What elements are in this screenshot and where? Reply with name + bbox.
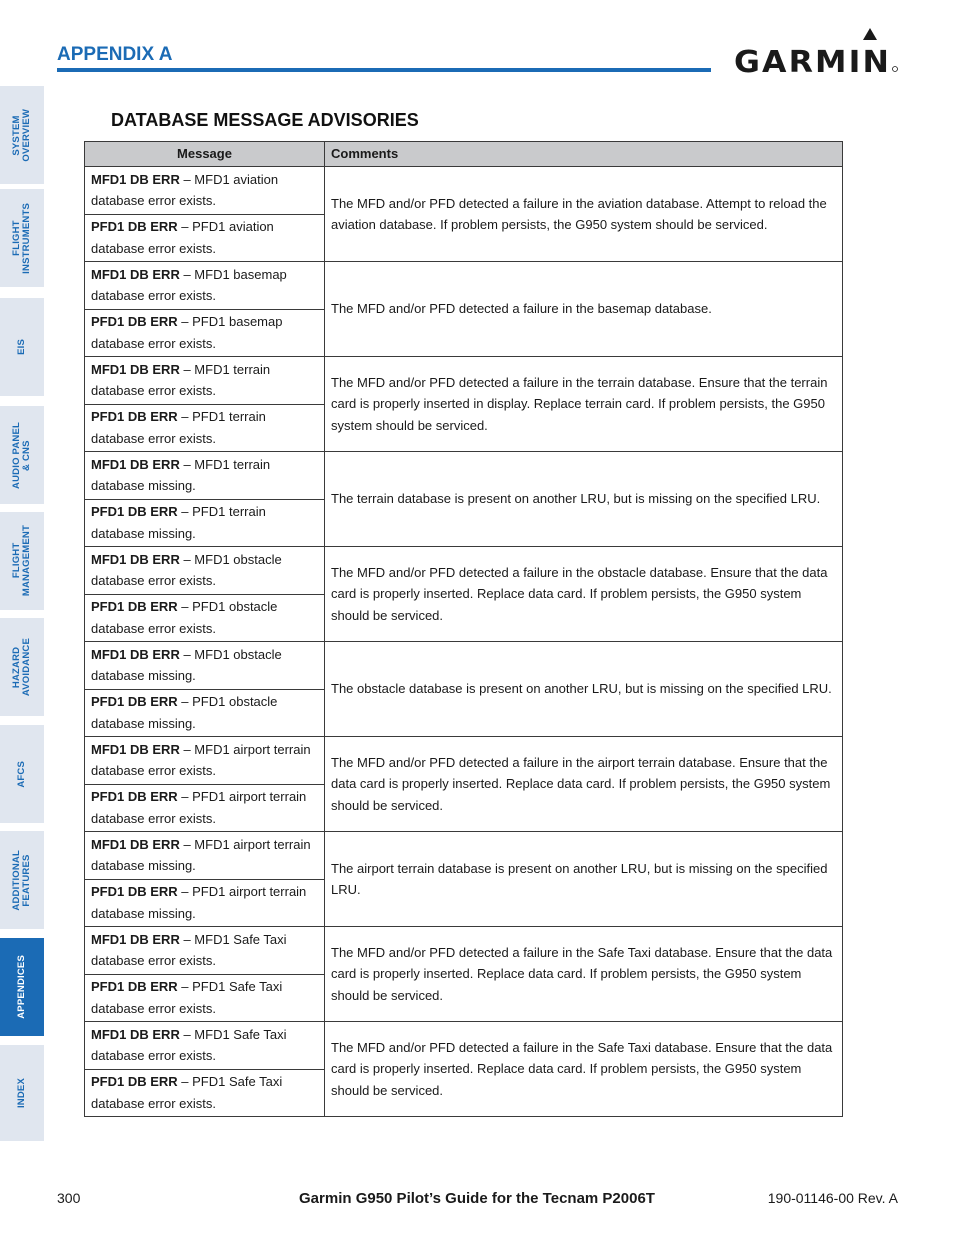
message-description: – MFD1 airport terrain database missing. — [91, 836, 311, 874]
table-row — [85, 167, 843, 215]
message-code: PFD1 DB ERR — [91, 694, 178, 710]
footer-title: Garmin G950 Pilot’s Guide for the Tecnam P2006T — [299, 1190, 655, 1207]
garmin-logo-text: GARMIN — [734, 45, 891, 76]
message-code: PFD1 DB ERR — [91, 979, 178, 995]
table-header-row — [85, 142, 843, 167]
message-code: MFD1 DB ERR — [91, 646, 180, 662]
side-tab-label: INDEX — [16, 1077, 27, 1109]
comment-cell: The MFD and/or PFD detected a failure in the obstacle database. Ensure that the data card is properly inserted. Replace data card. If problem persists, the G950 system should be serviced. — [325, 547, 843, 642]
message-cell — [85, 547, 325, 595]
advisories-table — [84, 141, 843, 1117]
message-cell — [85, 309, 325, 357]
message-cell — [85, 404, 325, 452]
message-description: – MFD1 terrain database error exists. — [91, 361, 271, 399]
message-cell — [85, 262, 325, 310]
side-tab-label: FLIGHT MANAGEMENT — [11, 525, 32, 597]
table-row — [85, 1022, 843, 1070]
side-tab-label: SYSTEM OVERVIEW — [11, 108, 32, 162]
side-tab-label: AFCS — [16, 760, 27, 788]
side-tab-label: ADDITIONAL FEATURES — [11, 849, 32, 911]
message-cell — [85, 1022, 325, 1070]
message-description: – PFD1 terrain database error exists. — [91, 409, 266, 446]
message-cell — [85, 1069, 325, 1117]
message-cell — [85, 832, 325, 880]
message-code: PFD1 DB ERR — [91, 789, 178, 805]
garmin-logo — [734, 24, 900, 76]
message-code: PFD1 DB ERR — [91, 409, 178, 425]
message-code: MFD1 DB ERR — [91, 551, 180, 567]
table-row — [85, 547, 843, 595]
side-tab-label: APPENDICES — [16, 955, 27, 1019]
message-code: MFD1 DB ERR — [91, 741, 180, 757]
message-code: PFD1 DB ERR — [91, 219, 178, 235]
message-description: – MFD1 basemap database error exists. — [91, 266, 287, 304]
message-cell — [85, 689, 325, 737]
side-tab-flight-instruments[interactable] — [0, 189, 44, 287]
table-row — [85, 832, 843, 880]
message-code: PFD1 DB ERR — [91, 884, 178, 900]
message-cell — [85, 642, 325, 690]
message-code: PFD1 DB ERR — [91, 599, 178, 615]
message-code: MFD1 DB ERR — [91, 361, 180, 377]
message-description: – MFD1 obstacle database error exists. — [91, 551, 282, 589]
table-row — [85, 737, 843, 785]
side-tab-label: EIS — [16, 339, 27, 355]
section-title: DATABASE MESSAGE ADVISORIES — [111, 110, 419, 130]
message-description: – PFD1 airport terrain database error exists. — [91, 789, 307, 826]
message-code: MFD1 DB ERR — [91, 456, 180, 472]
appendix-label: APPENDIX A — [57, 44, 173, 65]
comment-cell: The MFD and/or PFD detected a failure in the airport terrain database. Ensure that the data card is properly inserted. Replace data card. If problem persists, the G950 system should be serviced. — [325, 737, 843, 832]
document-number: 190-01146-00 Rev. A — [767, 1190, 898, 1206]
comment-cell: The airport terrain database is present on another LRU, but is missing on the specified LRU. — [325, 832, 843, 927]
message-code: MFD1 DB ERR — [91, 266, 180, 282]
message-code: PFD1 DB ERR — [91, 1074, 178, 1090]
message-description: – PFD1 airport terrain database missing. — [91, 884, 307, 921]
table-row — [85, 357, 843, 405]
message-description: – MFD1 Safe Taxi database error exists. — [91, 1026, 287, 1064]
message-code: MFD1 DB ERR — [91, 171, 180, 187]
side-tab-index[interactable] — [0, 1045, 44, 1141]
garmin-logo-registered — [893, 67, 898, 72]
message-cell — [85, 167, 325, 215]
page-number: 300 — [57, 1190, 81, 1206]
comment-cell: The obstacle database is present on another LRU, but is missing on the specified LRU. — [325, 642, 843, 737]
message-cell — [85, 214, 325, 262]
side-tab-eis[interactable] — [0, 298, 44, 396]
table-row — [85, 262, 843, 310]
message-description: – MFD1 airport terrain database error exists. — [91, 741, 311, 779]
table-row — [85, 927, 843, 975]
header-rule — [57, 68, 711, 72]
message-description: – PFD1 aviation database error exists. — [91, 219, 274, 256]
message-cell — [85, 974, 325, 1022]
comment-cell: The MFD and/or PFD detected a failure in the basemap database. — [325, 262, 843, 357]
side-tab-afcs[interactable] — [0, 725, 44, 823]
message-cell — [85, 737, 325, 785]
column-header-comments: Comments — [325, 142, 843, 167]
message-description: – PFD1 obstacle database missing. — [91, 694, 278, 731]
message-description: – PFD1 Safe Taxi database error exists. — [91, 979, 283, 1016]
message-cell — [85, 594, 325, 642]
message-description: – PFD1 Safe Taxi database error exists. — [91, 1074, 283, 1111]
message-description: – MFD1 Safe Taxi database error exists. — [91, 931, 287, 969]
garmin-logo-triangle — [863, 28, 877, 40]
message-cell — [85, 784, 325, 832]
side-tab-hazard-avoidance[interactable] — [0, 618, 44, 716]
message-code: MFD1 DB ERR — [91, 1026, 180, 1042]
message-code: PFD1 DB ERR — [91, 314, 178, 330]
comment-cell: The MFD and/or PFD detected a failure in the Safe Taxi database. Ensure that the data card is properly inserted. Replace data card. If problem persists, the G950 system should be serviced. — [325, 927, 843, 1022]
message-code: MFD1 DB ERR — [91, 931, 180, 947]
message-code: PFD1 DB ERR — [91, 504, 178, 520]
side-tab-label: HAZARD AVOIDANCE — [11, 637, 32, 697]
side-tab-flight-management[interactable] — [0, 512, 44, 610]
message-description: – MFD1 obstacle database missing. — [91, 646, 282, 684]
table-row — [85, 642, 843, 690]
message-cell — [85, 499, 325, 547]
message-cell — [85, 879, 325, 927]
message-cell — [85, 357, 325, 405]
table-body — [85, 167, 843, 1117]
message-description: – PFD1 basemap database error exists. — [91, 314, 283, 351]
message-description: – PFD1 obstacle database error exists. — [91, 599, 278, 636]
side-tab-label: AUDIO PANEL & CNS — [11, 421, 32, 489]
side-tab-label: FLIGHT INSTRUMENTS — [11, 202, 32, 274]
message-description: – MFD1 aviation database error exists. — [91, 171, 279, 209]
comment-cell: The MFD and/or PFD detected a failure in the Safe Taxi database. Ensure that the data card is properly inserted. Replace data card. If problem persists, the G950 system should be serviced. — [325, 1022, 843, 1117]
message-description: – MFD1 terrain database missing. — [91, 456, 271, 494]
side-tab-additional-features[interactable] — [0, 831, 44, 929]
table-row — [85, 452, 843, 500]
message-code: MFD1 DB ERR — [91, 836, 180, 852]
side-tab-system-overview[interactable] — [0, 86, 44, 184]
column-header-message: Message — [85, 142, 325, 167]
comment-cell: The terrain database is present on another LRU, but is missing on the specified LRU. — [325, 452, 843, 547]
message-description: – PFD1 terrain database missing. — [91, 504, 266, 541]
comment-cell: The MFD and/or PFD detected a failure in the terrain database. Ensure that the terrain card is properly inserted in display. Replace terrain card. If problem persists, the G950 system should be serviced. — [325, 357, 843, 452]
message-cell — [85, 927, 325, 975]
comment-cell: The MFD and/or PFD detected a failure in the aviation database. Attempt to reload the aviation database. If problem persists, the G950 system should be serviced. — [325, 167, 843, 262]
side-tab-appendices[interactable] — [0, 938, 44, 1036]
message-cell — [85, 452, 325, 500]
side-tab-audio-panel[interactable] — [0, 406, 44, 504]
